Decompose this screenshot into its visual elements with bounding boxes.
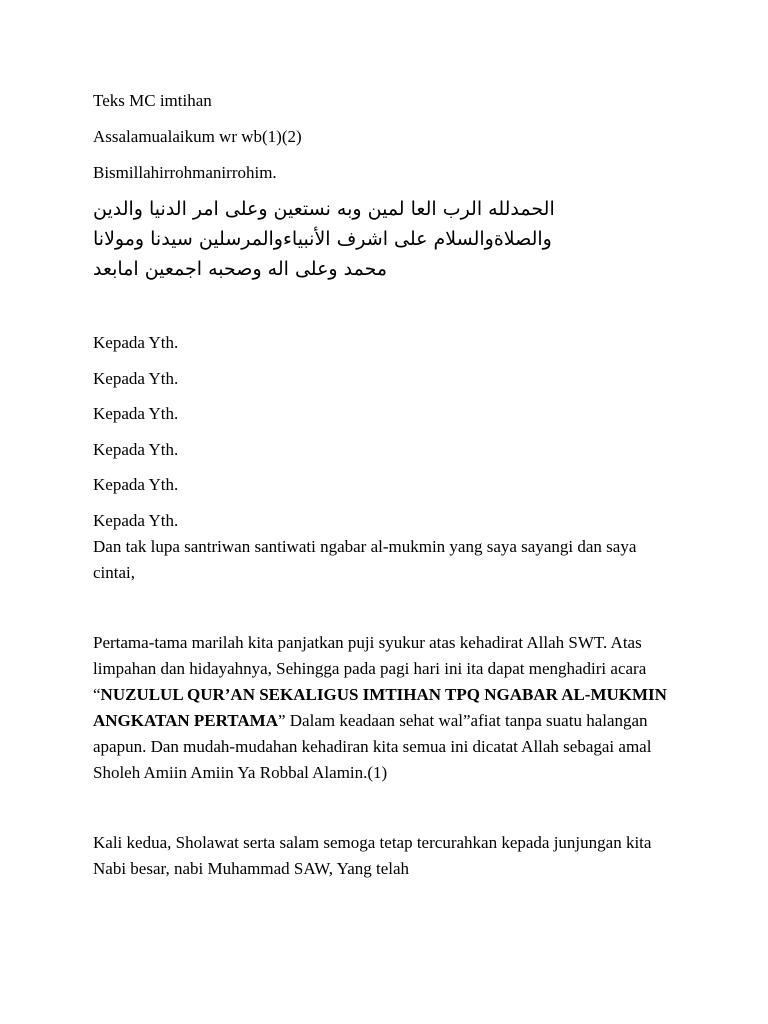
arabic-line: الحمدلله الرب العا لمين وبه نستعين وعلى امر الدنيا والدين — [93, 198, 555, 220]
salam-line: Assalamualaikum wr wb(1)(2) — [93, 127, 302, 146]
greeting-line: Kepada Yth. — [93, 333, 179, 352]
arabic-line: والصلاةوالسلام على اشرف الأنبياءوالمرسلين سيدنا ومولانا — [93, 228, 552, 250]
greeting-list — [93, 330, 673, 534]
page-content — [93, 88, 673, 882]
arabic-line: محمد وعلى اله وصحبه اجمعين امابعد — [93, 258, 388, 280]
greeting-line: Kepada Yth. — [93, 475, 179, 494]
opening-paragraph-text: Pertama-tama marilah kita panjatkan puji syukur atas kehadirat Allah SWT. Atas limpahan dan hidayahnya, Sehingga pada pagi hari ini ita dapat menghadiri acara “ — [93, 632, 647, 704]
arabic-opening-block — [93, 194, 653, 284]
greeting-line: Kepada Yth. — [93, 439, 179, 459]
greeting-line: Kepada Yth. — [93, 510, 179, 530]
opening-paragraph — [93, 630, 673, 786]
sholawat-paragraph: Kali kedua, Sholawat serta salam semoga tetap tercurahkan kepada junjungan kita Nabi besar, nabi Muhammad SAW, Yang telah — [93, 832, 652, 878]
greeting-line: Kepada Yth. — [93, 368, 179, 388]
document-title: Teks MC imtihan — [93, 91, 212, 110]
greeting-line: Kepada Yth. — [93, 404, 179, 423]
basmalah-line: Bismillahirrohmanirrohim. — [93, 163, 277, 182]
event-name-bold: NUZULUL QUR’AN SEKALIGUS IMTIHAN TPQ NGABAR AL-MUKMIN ANGKATAN PERTAMA — [93, 684, 667, 730]
opening-paragraph-text-end: ” Dalam keadaan sehat wal”afiat tanpa suatu halangan apapun. Dan mudah-mudahan kehadiran kita semua ini dicatat Allah sebagai amal Sholeh Amiin Amiin Ya Robbal Alamin.(1) — [93, 710, 652, 782]
santri-greeting-paragraph: Dan tak lupa santriwan santiwati ngabar al-mukmin yang saya sayangi dan saya cintai, — [93, 536, 637, 582]
